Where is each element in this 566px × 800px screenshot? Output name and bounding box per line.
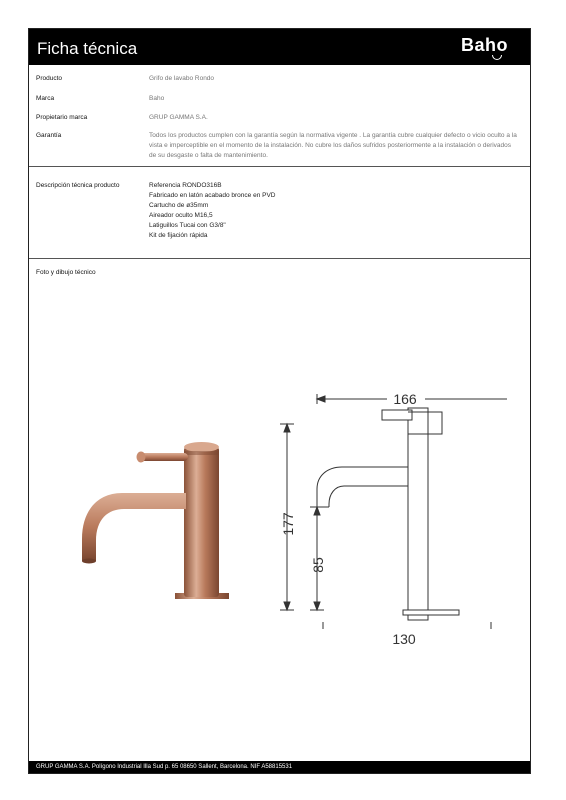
faucet-photo (44, 389, 254, 599)
row-value: Grifo de lavabo Rondo (149, 75, 215, 82)
technical-drawing (247, 364, 507, 629)
separator (29, 258, 530, 259)
faucet-lever (140, 453, 188, 461)
photo-label: Foto y dibujo técnico (36, 269, 96, 276)
tech-line: Latiguillos Tucai con G3/8" (149, 222, 226, 229)
technical-sheet (28, 28, 531, 774)
row-value: Baho (149, 95, 165, 102)
faucet-spout (82, 493, 186, 561)
row-value: GRUP GAMMA S.A. (149, 114, 208, 121)
row-label: Descripción técnica producto (36, 182, 120, 189)
row-label: Garantía (36, 132, 62, 139)
garantia-line: Todos los productos cumplen con la garantía según la normativa vigente . La garantía cubre cualquier defecto o vicio oculto a la (149, 132, 517, 139)
tech-line: Aireador oculto M16,5 (149, 212, 213, 219)
tech-lines (149, 181, 524, 241)
tech-line: Kit de fijación rápida (149, 232, 208, 239)
faucet-body (184, 447, 219, 597)
row-label: Producto (36, 75, 63, 82)
dimension-177: 177 (280, 512, 296, 536)
brand-logo: Baho (461, 35, 508, 55)
garantia-line: vista e imperceptible en el momento de la instalación. No cubre los daños sufridos posteriormente a la instalación o derivados (149, 142, 512, 149)
separator (29, 166, 530, 167)
page-title: Ficha técnica (37, 39, 138, 58)
footer-bar (29, 761, 530, 773)
dimension-85: 85 (310, 557, 326, 573)
row-label: Propietario marca (36, 114, 88, 121)
dimension-130: 130 (392, 631, 416, 647)
tech-line: Referencia RONDO316B (149, 182, 222, 189)
garantia-line: de su desgaste o falta de mantenimiento. (149, 152, 268, 159)
footer-text: GRUP GAMMA S.A. Polígono Industrial Illa Sud p. 65 08650 Sallent, Barcelona. NIF A58815531 (36, 764, 293, 770)
logo-smile-icon (492, 55, 502, 60)
row-value-garantia (149, 131, 524, 161)
header-bar (29, 29, 530, 65)
tech-line: Cartucho de ø35mm (149, 202, 209, 209)
dimension-130-label (384, 629, 424, 651)
row-label: Marca (36, 95, 55, 102)
dimension-166: 166 (393, 391, 417, 407)
tech-line: Fabricado en latón acabado bronce en PVD (149, 192, 276, 199)
